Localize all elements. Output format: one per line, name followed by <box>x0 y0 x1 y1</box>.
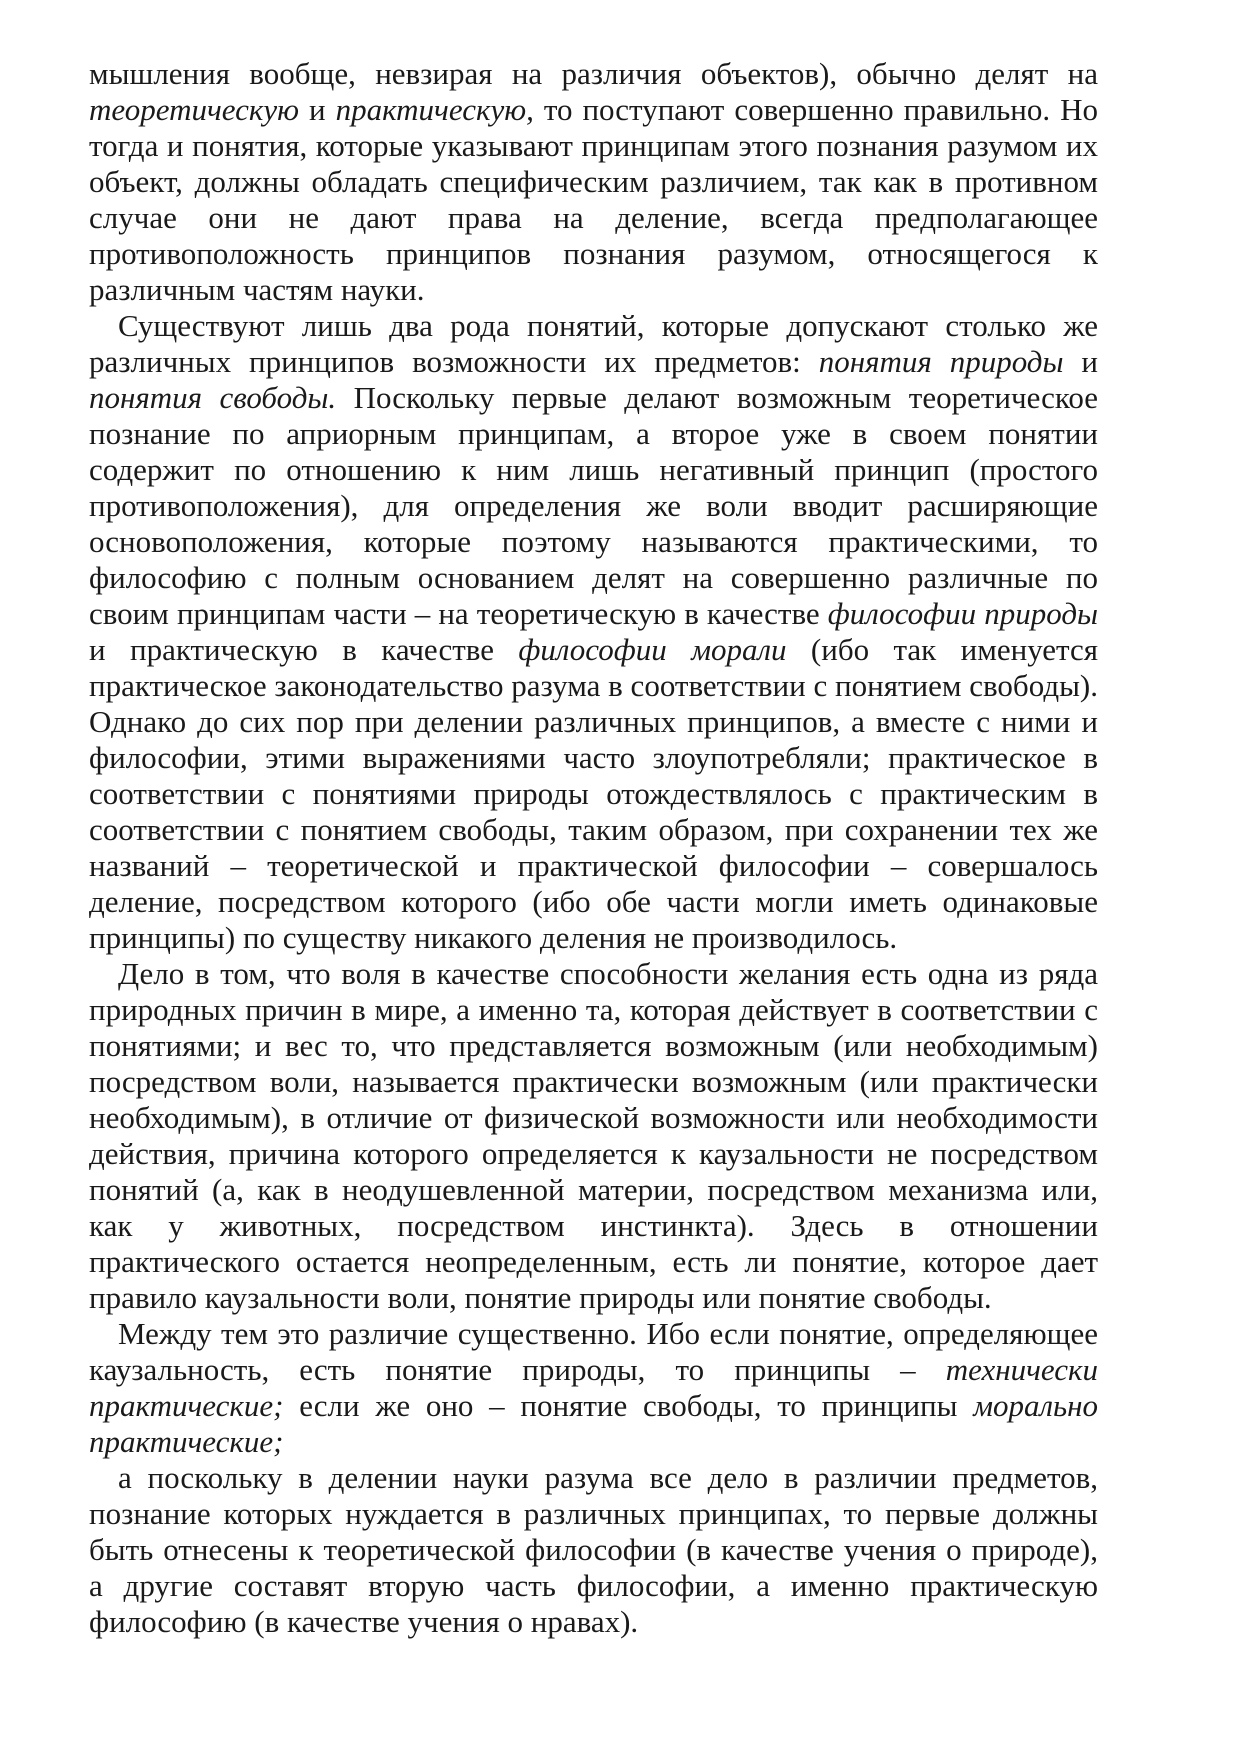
italic-term: понятия природы <box>818 344 1064 379</box>
text-run: Дело в том, что воля в качестве способности желания есть одна из ряда природных причин в мире, а именно та, которая действует в соответствии с понятиями; и вес то, что представляется возможным (или необходимым) посредством воли, называется практически возможным (или практически необходимым), в отличие от физической возможности или необходимости действия, причина которого определяется к каузальности не посредством понятий (а, как в неодушевленной материи, посредством механизма или, как у животных, посредством инстинкта). Здесь в отношении практического остается неопределенным, есть ли понятие, которое дает правило каузальности воли, понятие природы или понятие свободы. <box>89 956 1098 1315</box>
text-run: Поскольку первые делают возможным теоретическое познание по априорным принципам, а второе уже в своем понятии содержит по отношению к ним лишь негативный принцип (простого противоположения), для определения же воли вводит расширяющие основоположения, которые поэтому называются практическими, то философию с полным основанием делят на совершенно различные по своим принципам части – на теоретическую в качестве <box>89 380 1098 631</box>
paragraph <box>89 56 1098 308</box>
text-run: то поступают совершенно правильно. Но тогда и понятия, которые указывают принципам этого познания разумом их объект, должны обладать специфическим различием, так как в противном случае они не дают права на деление, всегда предполагающее противоположность принципов познания разумом, относящегося к различным частям науки. <box>89 92 1099 307</box>
paragraph <box>89 308 1098 956</box>
italic-term: практическую, <box>335 92 534 127</box>
italic-term: технически практические; <box>89 1352 1098 1423</box>
paragraph <box>89 1460 1098 1640</box>
italic-term: философии природы <box>827 596 1098 631</box>
text-run: Существуют лишь два рода понятий, которые допускают столько же различных принципов возможности их предметов: <box>89 308 1098 379</box>
text-run: и <box>1063 344 1098 379</box>
text-run: если же оно – понятие свободы, то принципы <box>283 1388 974 1423</box>
text-run: и <box>299 92 336 127</box>
paragraph <box>89 1316 1098 1460</box>
text-run: и практическую в качестве <box>89 632 519 667</box>
italic-term: понятия свободы. <box>89 380 337 415</box>
italic-term: философии морали <box>518 632 787 667</box>
paragraph <box>89 956 1098 1316</box>
text-run: а поскольку в делении науки разума все дело в различии предметов, познание которых нуждается в различных принципах, то первые должны быть отнесены к теоретической философии (в качестве учения о природе), а другие составят вторую часть философии, а именно практическую философию (в качестве учения о нравах). <box>89 1460 1098 1639</box>
document-page <box>89 56 1098 1640</box>
text-run: (ибо так именуется практическое законодательство разума в соответствии с понятием свободы). Однако до сих пор при делении различных принципов, а вместе с ними и философии, этими выражениями часто злоупотребляли; практическое в соответствии с понятиями природы отождествлялось с практическим в соответствии с понятием свободы, таким образом, при сохранении тех же названий – теоретической и практической философии – совершалось деление, посредством которого (ибо обе части могли иметь одинаковые принципы) по существу никакого деления не производилось. <box>89 632 1098 955</box>
italic-term: теоретическую <box>89 92 299 127</box>
text-run: мышления вообще, невзирая на различия объектов), обычно делят на <box>89 56 1098 91</box>
text-run: Между тем это различие существенно. Ибо если понятие, определяющее каузальность, есть понятие природы, то принципы – <box>89 1316 1098 1387</box>
italic-term: морально практические; <box>89 1388 1098 1459</box>
